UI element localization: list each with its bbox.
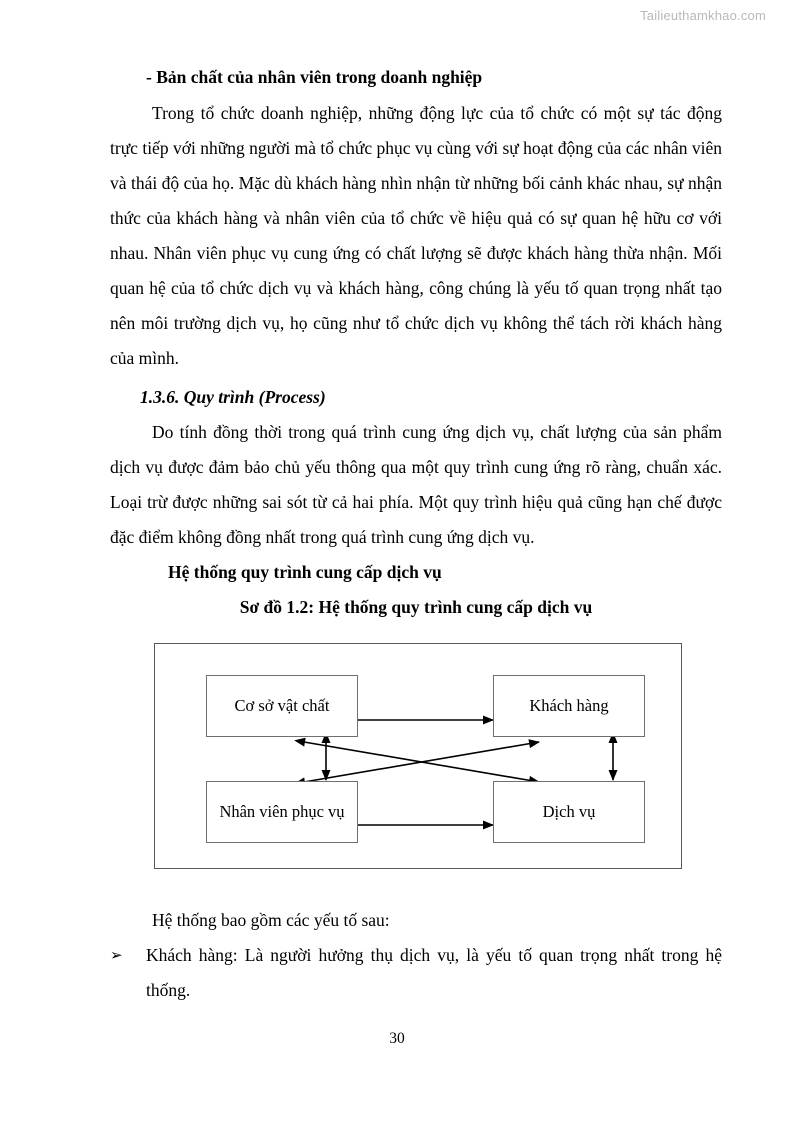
diagram-node-customer: Khách hàng [493, 675, 645, 737]
subheading-service-process-system: Hệ thống quy trình cung cấp dịch vụ [168, 561, 442, 582]
figure-caption: Sơ đồ 1.2: Hệ thống quy trình cung cấp dịch vụ [239, 596, 593, 617]
section-heading-process: 1.3.6. Quy trình (Process) [140, 387, 326, 408]
watermark: Tailieuthamkhao.com [640, 8, 766, 23]
page-title: - Bản chất của nhân viên trong doanh nghiệp [146, 67, 483, 87]
diagram-node-facility: Cơ sở vật chất [206, 675, 358, 737]
paragraph-process: Do tính đồng thời trong quá trình cung ứng dịch vụ, chất lượng của sản phẩm dịch vụ được đảm bảo chủ yếu thông qua một quy trình cung ứng rõ ràng, chuẩn xác. Loại trừ được những sai sót từ cả hai phía. Một quy trình hiệu quả cũng hạn chế được đặc điểm không đồng nhất trong quá trình cung ứng dịch vụ. [110, 421, 722, 547]
page-number: 30 [389, 1030, 405, 1047]
paragraph-nature-of-staff: Trong tổ chức doanh nghiệp, những động lực của tổ chức có một sự tác động trực tiếp với những người mà tổ chức phục vụ cùng với sự hoạt động của các nhân viên và thái độ của họ. Mặc dù khách hàng nhìn nhận từ những bối cảnh khác nhau, sự nhận thức của khách hàng và nhân viên của tổ chức về hiệu quả có sự quan hệ hữu cơ với nhau. Nhân viên phục vụ cung ứng có chất lượng sẽ được khách hàng thừa nhận. Mối quan hệ của tổ chức dịch vụ và khách hàng, công chúng là yếu tố quan trọng nhất tạo nên môi trường dịch vụ, họ cũng như tổ chức dịch vụ không thể tách rời khách hàng của mình. [110, 103, 722, 369]
page-content [110, 64, 722, 1008]
paragraph-system-elements-intro: Hệ thống bao gồm các yếu tố sau: [152, 909, 390, 930]
service-process-diagram [110, 641, 722, 879]
after-diagram-block [110, 903, 722, 1008]
list-item-label: Khách hàng: Là người hưởng thụ dịch vụ, là yếu tố quan trọng nhất trong hệ thống. [146, 944, 722, 1000]
diagram-node-staff: Nhân viên phục vụ [206, 781, 358, 843]
arrow-bullet-icon: ➢ [110, 945, 123, 964]
diagram-node-service: Dịch vụ [493, 781, 645, 843]
list-item [110, 938, 722, 1008]
